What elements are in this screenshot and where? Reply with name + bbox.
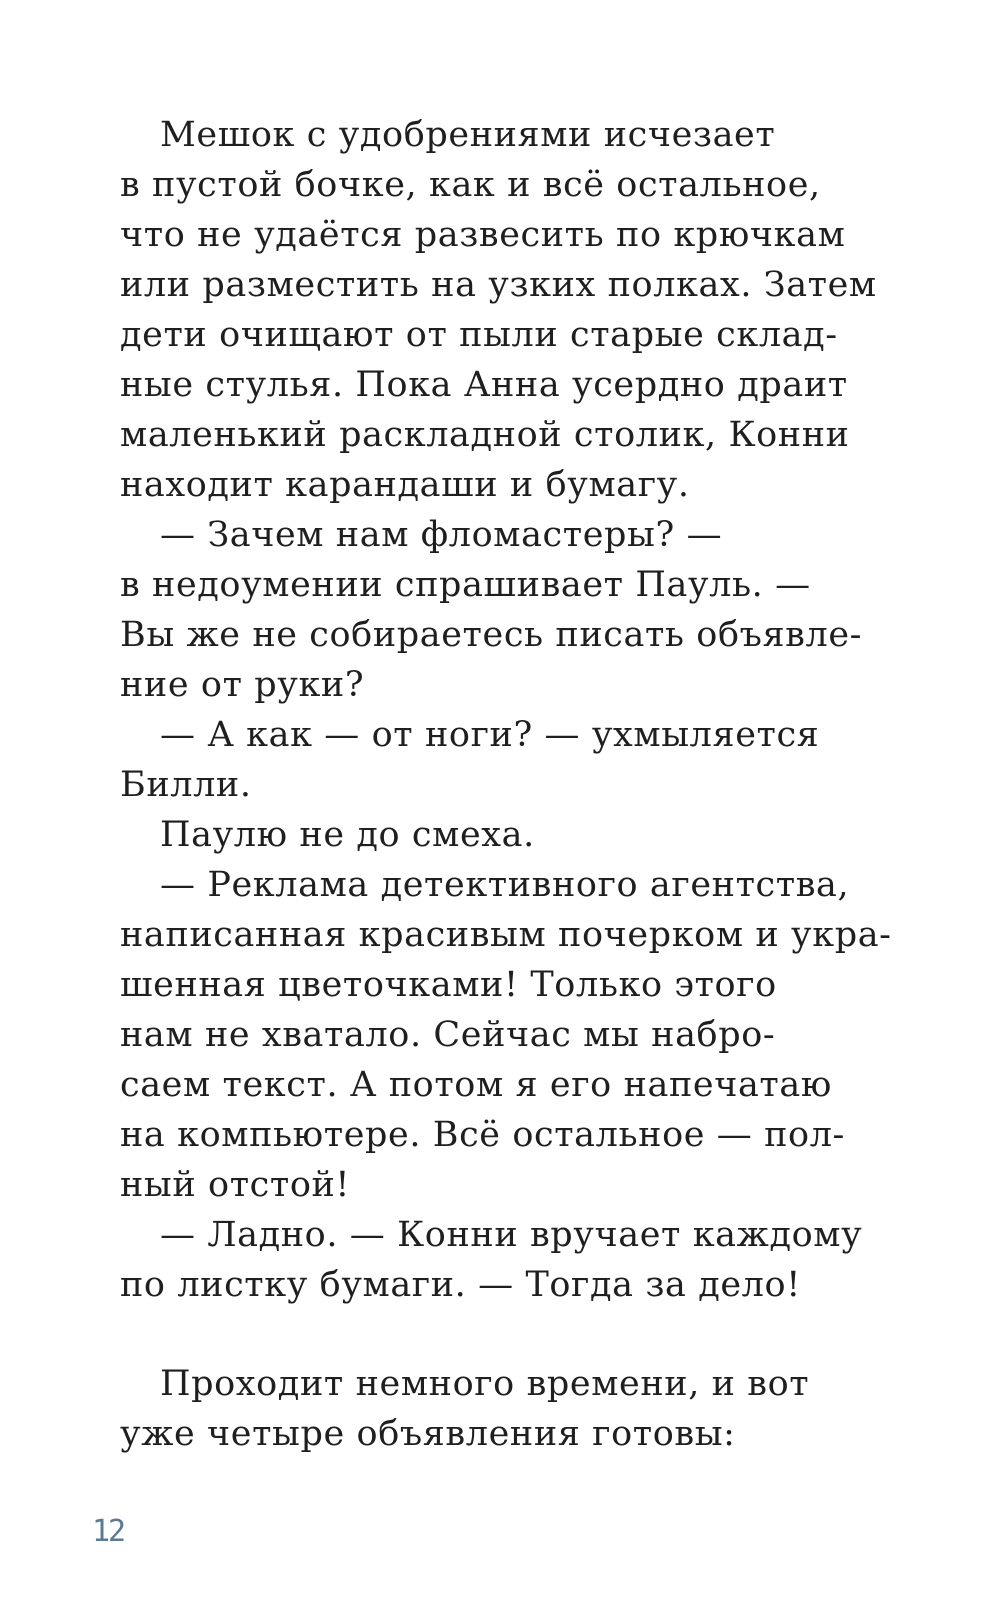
text-line: или разместить на узких полках. Затем: [120, 265, 877, 305]
text-line: в недоумении спрашивает Пауль. —: [120, 565, 811, 605]
dialogue-line: — Ладно. — Конни вручает каждому: [160, 1215, 863, 1255]
text-line: Билли.: [120, 765, 252, 805]
text-line: саем текст. А потом я его напечатаю: [120, 1065, 832, 1105]
text-line: уже четыре объявления готовы:: [120, 1414, 736, 1454]
text-line: Мешок с удобрениями исчезает: [160, 115, 776, 155]
text-line: ные стулья. Пока Анна усердно драит: [120, 365, 848, 405]
text-line: находит карандаши и бумагу.: [120, 465, 690, 505]
dialogue-line: — Зачем нам фломастеры? —: [160, 515, 723, 555]
text-line: маленький раскладной столик, Конни: [120, 415, 850, 455]
text-line: дети очищают от пыли старые склад-: [120, 315, 838, 355]
text-line: в пустой бочке, как и всё остальное,: [120, 165, 821, 205]
text-line: нам не хватало. Сейчас мы набро-: [120, 1015, 776, 1055]
text-line: ние от руки?: [120, 665, 365, 705]
dialogue-line: — Реклама детективного агентства,: [160, 865, 850, 905]
text-line: ный отстой!: [120, 1165, 351, 1205]
dialogue-line: — А как — от ноги? — ухмыляется: [160, 715, 820, 755]
text-line: шенная цветочками! Только этого: [120, 965, 777, 1005]
text-line: на компьютере. Всё остальное — пол-: [120, 1115, 845, 1155]
page-number: 12: [92, 1514, 125, 1549]
paragraph-line: Паулю не до смеха.: [160, 815, 535, 855]
text-line: что не удаётся развесить по крючкам: [120, 215, 846, 255]
text-line: написанная красивым почерком и укра-: [120, 915, 892, 955]
paragraph-line: Проходит немного времени, и вот: [160, 1364, 810, 1404]
text-line: Вы же не собираетесь писать объявле-: [120, 615, 863, 655]
text-line: по листку бумаги. — Тогда за дело!: [120, 1265, 801, 1305]
